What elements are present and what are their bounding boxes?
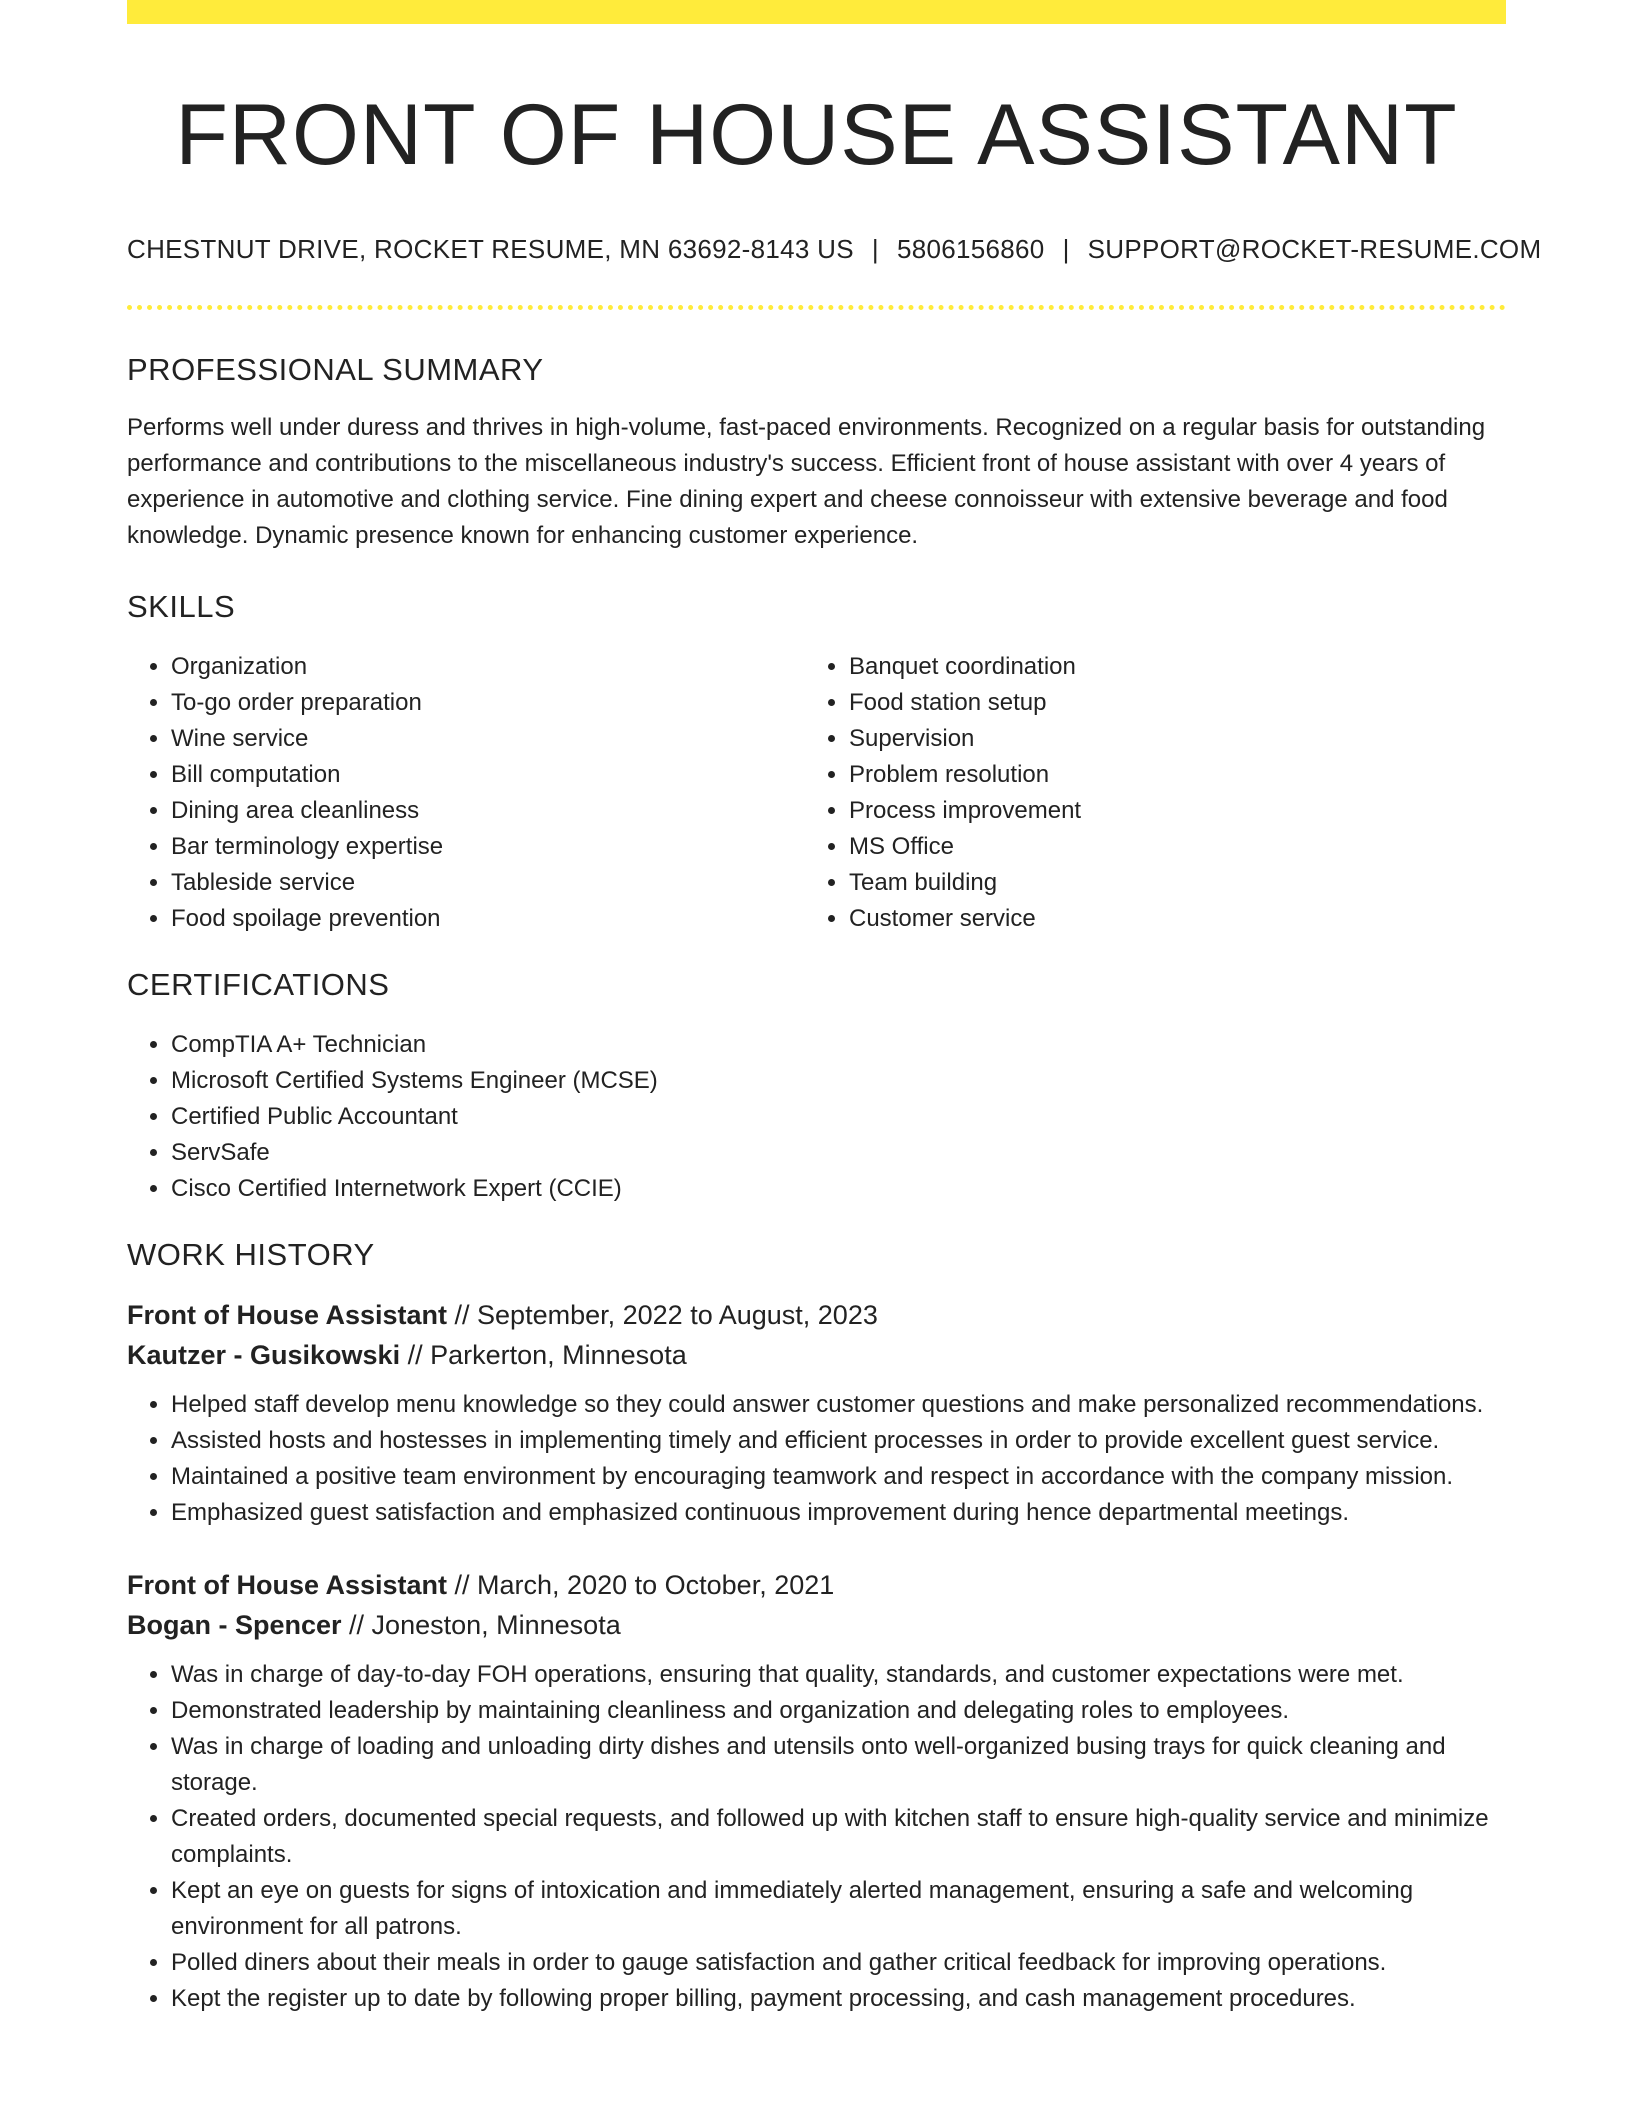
job-role-line [127, 1295, 1506, 1335]
top-accent-bar [127, 0, 1506, 24]
dotted-divider [127, 305, 1506, 310]
skills-heading: SKILLS [127, 589, 236, 625]
skill-item: • Customer service [849, 901, 1483, 937]
job-location: // Joneston, Minnesota [341, 1610, 621, 1641]
skill-item: • Organization [171, 649, 805, 685]
job-role: Front of House Assistant [127, 1300, 448, 1331]
skill-item: • Food station setup [849, 685, 1483, 721]
job-bullet: • Helped staff develop menu knowledge so they could answer customer questions and make personalized recommendations. [171, 1387, 1506, 1423]
resume-title: FRONT OF HOUSE ASSISTANT [175, 87, 1458, 183]
job-dates: // March, 2020 to October, 2021 [447, 1570, 835, 1601]
skill-item: • Supervision [849, 721, 1483, 757]
job-bullet: • Emphasized guest satisfaction and emphasized continuous improvement during hence departmental meetings. [171, 1495, 1506, 1531]
job-bullet: • Kept an eye on guests for signs of intoxication and immediately alerted management, ensuring a safe and welcoming environment for all patrons. [171, 1873, 1506, 1945]
skill-item: • Bill computation [171, 757, 805, 793]
job-bullet: • Was in charge of day-to-day FOH operations, ensuring that quality, standards, and customer expectations were met. [171, 1657, 1506, 1693]
certification-item: • Cisco Certified Internetwork Expert (CCIE) [171, 1171, 1506, 1207]
contact-email: SUPPORT@ROCKET-RESUME.COM [1087, 234, 1542, 265]
job-location: // Parkerton, Minnesota [400, 1340, 687, 1371]
certifications-list [127, 1027, 1506, 1207]
job-company-line [127, 1335, 1506, 1375]
job-company: Bogan - Spencer [127, 1610, 342, 1641]
job-bullet: • Created orders, documented special requests, and followed up with kitchen staff to ensure high-quality service and minimize complaints. [171, 1801, 1506, 1873]
skill-item: • Bar terminology expertise [171, 829, 805, 865]
job-role: Front of House Assistant [127, 1570, 448, 1601]
contact-separator: | [871, 234, 879, 265]
skill-item: • Tableside service [171, 865, 805, 901]
contact-phone: 5806156860 [896, 234, 1045, 265]
contact-line [127, 234, 1542, 265]
resume-page [127, 0, 1542, 2017]
summary-heading: PROFESSIONAL SUMMARY [127, 352, 544, 388]
summary-text: Performs well under duress and thrives in high-volume, fast-paced environments. Recognized on a regular basis for outstanding performance and contributions to the miscellaneous industry's success. Efficient front of house assistant with over 4 years of experience in automotive and clothing service. Fine dining expert and cheese connoisseur with extensive beverage and food knowledge. Dynamic presence known for enhancing customer experience. [127, 414, 1486, 550]
job-bullet: • Polled diners about their meals in order to gauge satisfaction and gather critical feedback for improving operations. [171, 1945, 1506, 1981]
job-entry [127, 1565, 1506, 2017]
skill-item: • Problem resolution [849, 757, 1483, 793]
job-entry [127, 1295, 1506, 1531]
contact-address: CHESTNUT DRIVE, ROCKET RESUME, MN 63692-8143 US [127, 234, 854, 265]
job-company: Kautzer - Gusikowski [127, 1340, 401, 1371]
skill-item: • Team building [849, 865, 1483, 901]
skill-item: • Banquet coordination [849, 649, 1483, 685]
skill-item: • To-go order preparation [171, 685, 805, 721]
skills-column-left [127, 649, 805, 937]
skill-item: • Food spoilage prevention [171, 901, 805, 937]
job-bullet: • Demonstrated leadership by maintaining cleanliness and organization and delegating roles to employees. [171, 1693, 1506, 1729]
skill-item: • Wine service [171, 721, 805, 757]
work-history-heading: WORK HISTORY [127, 1237, 375, 1273]
contact-separator: | [1062, 234, 1070, 265]
job-bullet: • Kept the register up to date by following proper billing, payment processing, and cash management procedures. [171, 1981, 1506, 2017]
certification-item: • Microsoft Certified Systems Engineer (MCSE) [171, 1063, 1506, 1099]
certifications-heading: CERTIFICATIONS [127, 967, 390, 1003]
skill-item: • Dining area cleanliness [171, 793, 805, 829]
job-bullet: • Maintained a positive team environment by encouraging teamwork and respect in accordance with the company mission. [171, 1459, 1506, 1495]
job-company-line [127, 1605, 1506, 1645]
skills-list [127, 649, 1506, 937]
certification-item: • Certified Public Accountant [171, 1099, 1506, 1135]
skills-column-right [805, 649, 1483, 937]
job-bullet: • Was in charge of loading and unloading dirty dishes and utensils onto well-organized busing trays for quick cleaning and storage. [171, 1729, 1506, 1801]
skill-item: • Process improvement [849, 793, 1483, 829]
certification-item: • ServSafe [171, 1135, 1506, 1171]
job-bullet: • Assisted hosts and hostesses in implementing timely and efficient processes in order to provide excellent guest service. [171, 1423, 1506, 1459]
job-role-line [127, 1565, 1506, 1605]
skill-item: • MS Office [849, 829, 1483, 865]
job-bullets [127, 1657, 1506, 2017]
job-bullets [127, 1387, 1506, 1531]
certification-item: • CompTIA A+ Technician [171, 1027, 1506, 1063]
job-dates: // September, 2022 to August, 2023 [447, 1300, 878, 1331]
